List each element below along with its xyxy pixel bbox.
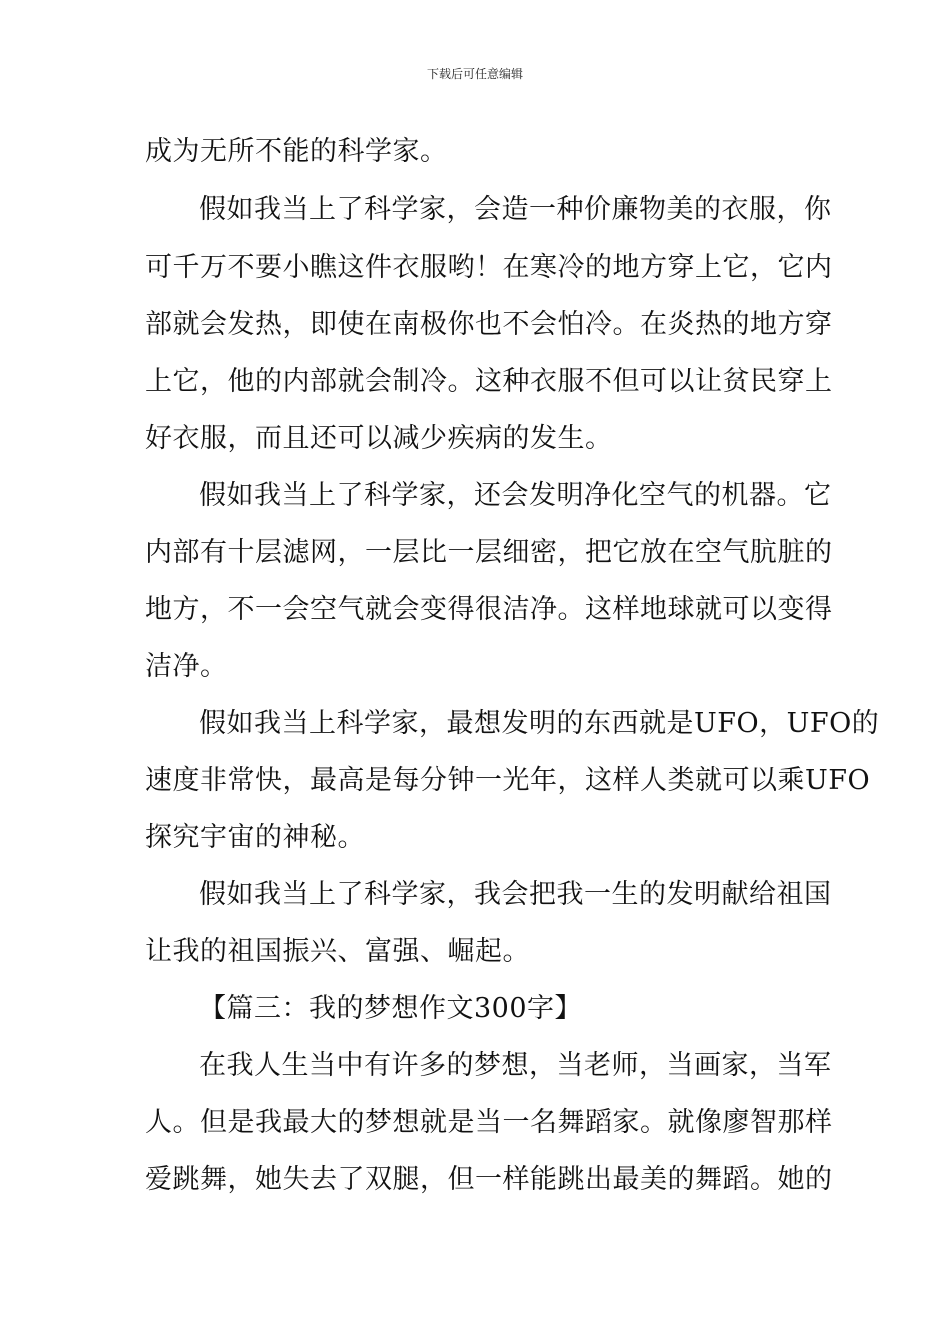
text-line: 内部有十层滤网，一层比一层细密，把它放在空气肮脏的 (145, 537, 833, 568)
section-heading: 【篇三：我的梦想作文300字】 (199, 993, 583, 1024)
page-header: 下载后可任意编辑 (426, 67, 523, 81)
text-line: 探究宇宙的神秘。 (145, 822, 365, 853)
paragraph-start-line: 假如我当上了科学家，还会发明净化空气的机器。它 (199, 480, 832, 511)
text-line: 爱跳舞，她失去了双腿，但一样能跳出最美的舞蹈。她的 (145, 1164, 833, 1195)
text-line: 速度非常快，最高是每分钟一光年，这样人类就可以乘UFO (145, 765, 871, 796)
text-line: 好衣服，而且还可以减少疾病的发生。 (145, 423, 613, 454)
text-line: 成为无所不能的科学家。 (145, 136, 448, 167)
paragraph-start-line: 在我人生当中有许多的梦想，当老师，当画家，当军 (199, 1050, 832, 1081)
text-line: 可千万不要小瞧这件衣服哟！在寒冷的地方穿上它，它内 (145, 252, 833, 283)
paragraph-start-line: 假如我当上了科学家，我会把我一生的发明献给祖国 (199, 879, 832, 910)
text-line: 让我的祖国振兴、富强、崛起。 (145, 936, 530, 967)
paragraph-start-line: 假如我当上科学家，最想发明的东西就是UFO，UFO的 (199, 708, 880, 739)
text-line: 地方，不一会空气就会变得很洁净。这样地球就可以变得 (145, 594, 833, 625)
text-line: 上它，他的内部就会制冷。这种衣服不但可以让贫民穿上 (145, 366, 833, 397)
text-line: 部就会发热，即使在南极你也不会怕冷。在炎热的地方穿 (145, 309, 833, 340)
paragraph-start-line: 假如我当上了科学家，会造一种价廉物美的衣服，你 (199, 194, 832, 225)
text-line: 人。但是我最大的梦想就是当一名舞蹈家。就像廖智那样 (145, 1107, 833, 1138)
text-line: 洁净。 (145, 651, 228, 682)
